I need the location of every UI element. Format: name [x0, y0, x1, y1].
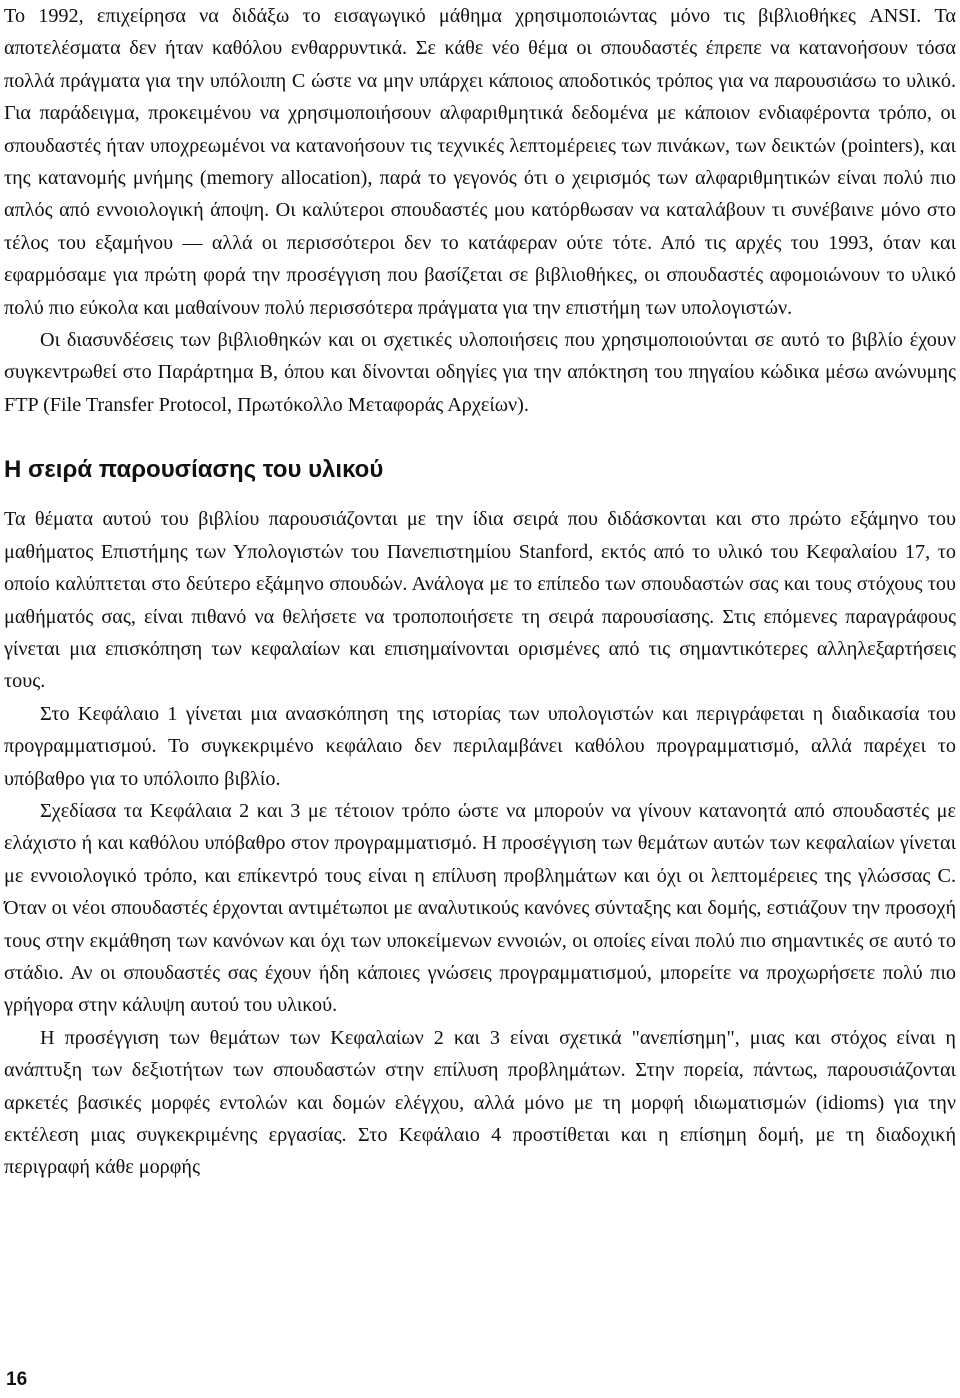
section-paragraph-2: Στο Κεφάλαιο 1 γίνεται μια ανασκόπηση της ιστορίας των υπολογιστών και περιγράφεται η διαδικασία του προγραμματισμού. Το συγκεκριμένο κεφάλαιο δεν περιλαμβάνει καθόλου προγραμματισμό, αλλά παρέχει το υπόβαθρο για το υπόλοιπο βιβλίο. [4, 702, 956, 790]
section-paragraph-4: Η προσέγγιση των θεμάτων των Κεφαλαίων 2 και 3 είναι σχετικά "ανεπίσημη", μιας και στόχος είναι η ανάπτυξη των δεξιοτήτων των σπουδαστών στην επίλυση προβλημάτων. Στην πορεία, πάντως, παρουσιάζονται αρκετές βασικές μορφές εντολών και δομών ελέγχου, αλλά μόνο με τη μορφή ιδιωματισμών (idioms) για την εκτέλεση μιας συγκεκριμένης εργασίας. Στο Κεφάλαιο 4 προστίθεται και η επίσημη δομή, με τη διαδοχική περιγραφή κάθε μορφής [4, 1026, 956, 1179]
page-number: 16 [6, 1369, 28, 1390]
intro-paragraph-2: Οι διασυνδέσεις των βιβλιοθηκών και οι σχετικές υλοποιήσεις που χρησιμοποιούνται σε αυτό το βιβλίο έχουν συγκεντρωθεί στο Παράρτημα Β, όπου και δίνονται οδηγίες για την απόκτηση του πηγαίου κώδικα μέσω ανώνυμης FTP (File Transfer Protocol, Πρωτόκολλο Μεταφοράς Αρχείων). [4, 329, 956, 416]
intro-paragraph-1: Το 1992, επιχείρησα να διδάξω το εισαγωγικό μάθημα χρησιμοποιώντας μόνο τις βιβλιοθήκες ANSI. Τα αποτελέσματα δεν ήταν καθόλου ενθαρρυντικά. Σε κάθε νέο θέμα οι σπουδαστές έπρεπε να κατανοήσουν τόσα πολλά πράγματα για την υπόλοιπη C ώστε να μην υπάρχει κάποιος αποδοτικός τρόπος για να παρουσιάσω το υλικό. Για παράδειγμα, προκειμένου να χρησιμοποιήσουν αλφαριθμητικά δεδομένα με κάποιον ενδιαφέροντα τρόπο, οι σπουδαστές ήταν υποχρεωμένοι να κατανοήσουν τις τεχνικές λεπτομέρειες των πινάκων, των δεικτών (pointers), και της κατανομής μνήμης (memory allocation), παρά το γεγονός ότι ο χειρισμός των αλφαριθμητικών είναι πολύ πιο απλός από εννοιολογική άποψη. Οι καλύτεροι σπουδαστές μου κατόρθωσαν να καταλάβουν τι συνέβαινε μόνο στο τέλος του εξαμήνου — αλλά οι περισσότεροι δεν το κατάφεραν ούτε τότε. Από τις αρχές του 1993, όταν και εφαρμόσαμε για πρώτη φορά την προσέγγιση που βασίζεται σε βιβλιοθήκες, οι σπουδαστές αφομοιώνουν το υλικό πολύ πιο εύκολα και μαθαίνουν πολύ περισσότερα πράγματα για την επιστήμη των υπολογιστών. [4, 5, 956, 319]
document-page [4, 0, 956, 1184]
section-paragraph-3: Σχεδίασα τα Κεφάλαια 2 και 3 με τέτοιον τρόπο ώστε να μπορούν να γίνουν κατανοητά από σπουδαστές με ελάχιστο ή και καθόλου υπόβαθρο στον προγραμματισμό. Η προσέγγιση των θεμάτων αυτών των κεφαλαίων γίνεται με εννοιολογικό τρόπο, και επίκεντρό τους είναι η επίλυση προβλημάτων και όχι οι λεπτομέρειες της γλώσσας C. Όταν οι νέοι σπουδαστές έρχονται αντιμέτωποι με αναλυτικούς κανόνες σύνταξης και δομής, εστιάζουν την προσοχή τους στην εκμάθηση των κανόνων και όχι των υποκείμενων εννοιών, οι οποίες είναι πολύ πιο σημαντικές σε αυτό το στάδιο. Αν οι σπουδαστές σας έχουν ήδη κάποιες γνώσεις προγραμματισμού, μπορείτε να προχωρήσετε πολύ πιο γρήγορα στην κάλυψη αυτού του υλικού. [4, 799, 956, 1017]
section-heading: Η σειρά παρουσίασης του υλικού [4, 456, 384, 484]
section-paragraph-1: Τα θέματα αυτού του βιβλίου παρουσιάζονται με την ίδια σειρά που διδάσκονται και στο πρώτο εξάμηνο του μαθήματος Επιστήμης των Υπολογιστών του Πανεπιστημίου Stanford, εκτός από το υλικό του Κεφαλαίου 17, το οποίο καλύπτεται στο δεύτερο εξάμηνο σπουδών. Ανάλογα με το επίπεδο των σπουδαστών σας και τους στόχους του μαθήματός σας, είναι πιθανό να θελήσετε να τροποποιήσετε τη σειρά παρουσίασης. Στις επόμενες παραγράφους γίνεται μια επισκόπηση των κεφαλαίων και επισημαίνονται ορισμένες από τις σημαντικότερες αλληλεξαρτήσεις τους. [4, 508, 956, 693]
